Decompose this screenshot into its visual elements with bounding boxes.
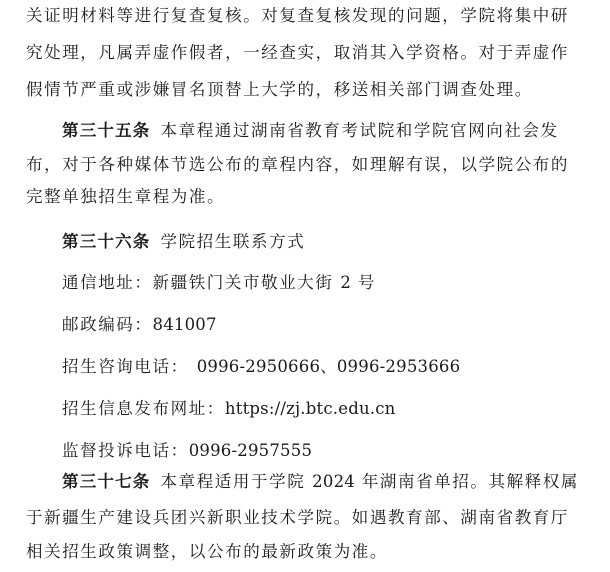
article-37-label: 第三十七条 — [62, 472, 151, 491]
complaint-value: 0996-2957555 — [188, 441, 313, 460]
phone-value: 0996-2950666、0996-2953666 — [196, 357, 461, 376]
paragraph-1-line-2: 究处理，凡属弄虚作假者，一经查实，取消其入学资格。对于弄虚作 — [26, 43, 569, 62]
complaint-label: 监督投诉电话： — [62, 441, 189, 460]
postcode-value: 841007 — [152, 315, 217, 334]
contact-address — [62, 272, 376, 294]
postcode-label: 邮政编码： — [62, 315, 153, 334]
article-37-year: 2024 — [312, 472, 355, 491]
article-37-line-2: 于新疆生产建设兵团兴新职业技术学院。如遇教育部、湖南省教育厅 — [26, 508, 569, 527]
article-37-line-1 — [62, 471, 579, 493]
contact-phone — [62, 356, 460, 378]
article-35-line-1 — [62, 120, 559, 142]
article-37-line-3: 相关招生政策调整，以公布的最新政策为准。 — [26, 542, 388, 561]
paragraph-1-line-3: 假情节严重或涉嫌冒名顶替上大学的，移送相关部门调查处理。 — [26, 80, 533, 99]
website-label: 招生信息发布网址： — [62, 399, 225, 418]
article-37-text-pre: 本章程适用于学院 — [160, 472, 306, 491]
article-36-text: 学院招生联系方式 — [160, 232, 306, 251]
article-36-label: 第三十六条 — [62, 232, 151, 251]
website-value: https://zj.btc.edu.cn — [224, 399, 396, 418]
article-35-text-1: 本章程通过湖南省教育考试院和学院官网向社会发 — [160, 121, 559, 140]
article-35-line-3: 完整单独招生章程为准。 — [26, 187, 226, 206]
address-suffix: 号 — [357, 273, 377, 292]
address-label: 通信地址： — [62, 273, 153, 292]
article-36-line — [62, 231, 305, 253]
contact-complaint — [62, 440, 312, 462]
article-35-label: 第三十五条 — [62, 121, 151, 140]
phone-label: 招生咨询电话： — [62, 357, 189, 376]
address-number: 2 — [340, 273, 352, 292]
contact-website — [62, 398, 396, 420]
address-value: 新疆铁门关市敬业大街 — [152, 273, 334, 292]
contact-postcode — [62, 314, 217, 336]
paragraph-1-line-1: 关证明材料等进行复查复核。对复查复核发现的问题，学院将集中研 — [26, 6, 569, 25]
article-35-line-2: 布，对于各种媒体节选公布的章程内容，如理解有误，以学院公布的 — [26, 155, 569, 174]
article-37-text-post: 年湖南省单招。其解释权属 — [361, 472, 580, 491]
